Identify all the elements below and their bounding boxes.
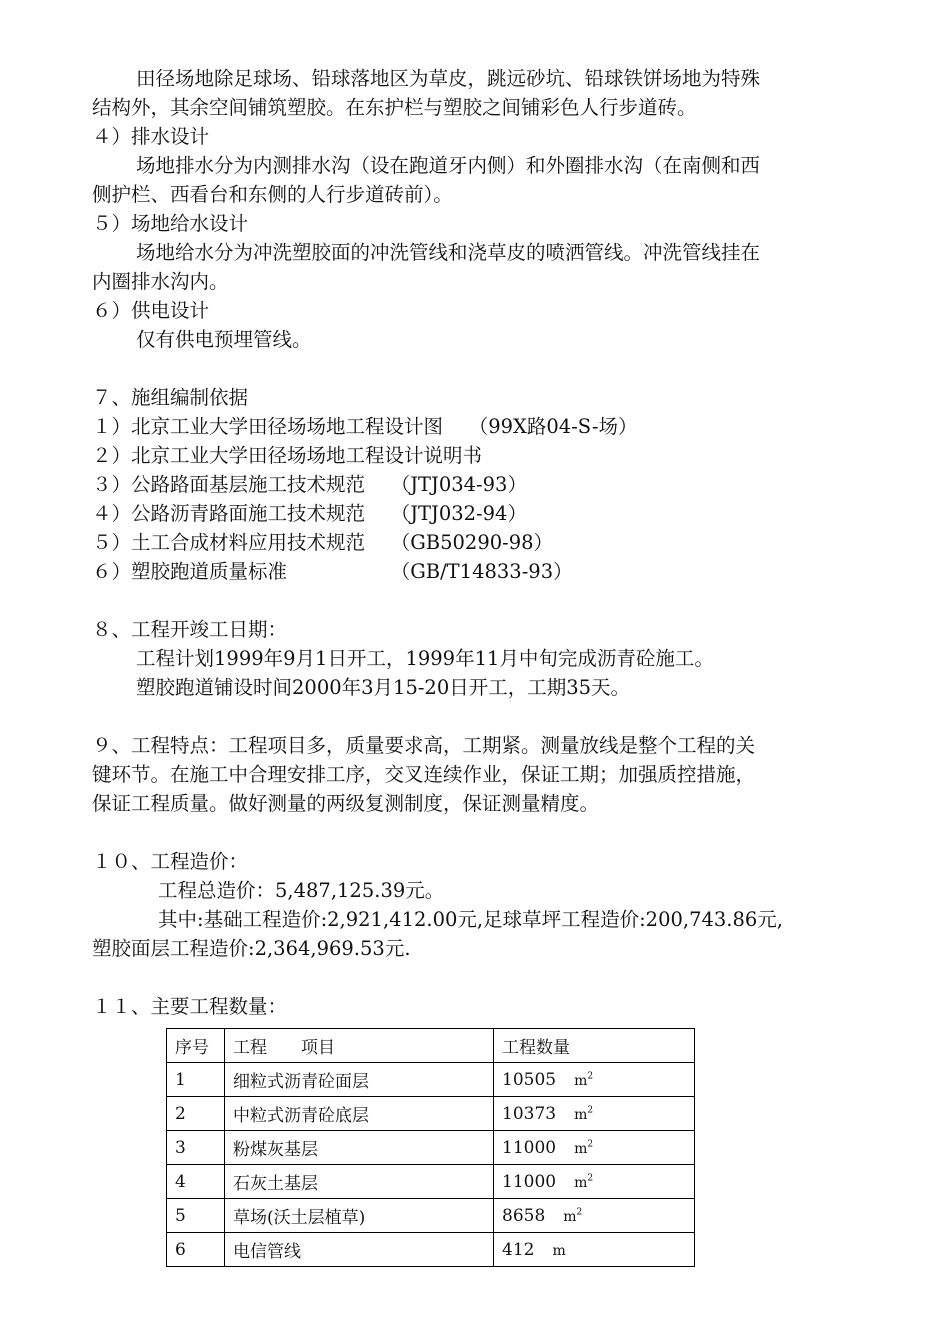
row-quantity bbox=[494, 1165, 695, 1199]
unit-exponent: 2 bbox=[587, 1070, 594, 1081]
paragraph-line: 场地给水分为冲洗塑胶面的冲洗管线和浇草皮的喷洒管线。冲洗管线挂在 bbox=[136, 241, 761, 264]
table-row bbox=[167, 1199, 695, 1233]
paragraph-line: 工程总造价：5,487,125.39元。 bbox=[158, 879, 445, 902]
row-quantity bbox=[494, 1233, 695, 1267]
row-item: 细粒式沥青砼面层 bbox=[225, 1063, 494, 1097]
row-number: 4 bbox=[167, 1165, 225, 1199]
quantity-unit: m bbox=[552, 1242, 566, 1259]
quantity-value: 11000 bbox=[502, 1171, 557, 1192]
row-quantity bbox=[494, 1199, 695, 1233]
paragraph-line: 其中:基础工程造价:2,921,412.00元,足球草坪工程造价:200,743.86元, bbox=[158, 908, 784, 931]
row-number: 2 bbox=[167, 1097, 225, 1131]
paragraph-line: 结构外，其余空间铺筑塑胶。在东护栏与塑胶之间铺彩色人行步道砖。 bbox=[92, 96, 697, 119]
paragraph-line: 场地排水分为内测排水沟（设在跑道牙内侧）和外圈排水沟（在南侧和西 bbox=[136, 154, 761, 177]
quantity-value: 10505 bbox=[502, 1069, 557, 1090]
table-row bbox=[167, 1097, 695, 1131]
paragraph-line: 侧护栏、西看台和东侧的人行步道砖前）。 bbox=[92, 183, 453, 206]
paragraph-line: 键环节。在施工中合理安排工序，交叉连续作业，保证工期；加强质控措施， bbox=[92, 763, 756, 786]
paragraph-line: 保证工程质量。做好测量的两级复测制度，保证测量精度。 bbox=[92, 792, 600, 815]
paragraph-line: 工程计划1999年9月1日开工，1999年11月中旬完成沥青砼施工。 bbox=[136, 647, 714, 670]
row-item: 草场(沃土层植草) bbox=[225, 1199, 494, 1233]
quantity-unit: m bbox=[574, 1174, 588, 1191]
reference-item: ３）公路路面基层施工技术规范 （JTJ034-93） bbox=[92, 473, 527, 496]
quantity-table bbox=[166, 1028, 695, 1267]
quantity-unit: m bbox=[574, 1072, 588, 1089]
quantity-unit: m bbox=[574, 1106, 588, 1123]
row-item: 石灰土基层 bbox=[225, 1165, 494, 1199]
paragraph-line: ９、工程特点：工程项目多，质量要求高，工期紧。测量放线是整个工程的关 bbox=[92, 734, 756, 757]
paragraph-line: 塑胶跑道铺设时间2000年3月15-20日开工，工期35天。 bbox=[136, 676, 631, 699]
section-heading: ７、施组编制依据 bbox=[92, 386, 249, 409]
unit-exponent: 2 bbox=[587, 1138, 594, 1149]
section-heading: １０、工程造价： bbox=[92, 850, 249, 873]
row-quantity bbox=[494, 1063, 695, 1097]
header-cell: 序号 bbox=[167, 1029, 225, 1063]
row-item: 中粒式沥青砼底层 bbox=[225, 1097, 494, 1131]
table-row bbox=[167, 1131, 695, 1165]
reference-item: １）北京工业大学田径场场地工程设计图 （99X路04-S-场） bbox=[92, 415, 638, 438]
unit-exponent: 2 bbox=[587, 1104, 594, 1115]
quantity-value: 10373 bbox=[502, 1103, 557, 1124]
row-number: 3 bbox=[167, 1131, 225, 1165]
row-item: 粉煤灰基层 bbox=[225, 1131, 494, 1165]
section-heading: ８、工程开竣工日期： bbox=[92, 618, 288, 641]
table-header-row bbox=[167, 1029, 695, 1063]
quantity-value: 11000 bbox=[502, 1137, 557, 1158]
table-row bbox=[167, 1063, 695, 1097]
row-number: 6 bbox=[167, 1233, 225, 1267]
quantity-unit: m bbox=[563, 1208, 577, 1225]
quantity-value: 412 bbox=[502, 1239, 535, 1260]
reference-item: ５）土工合成材料应用技术规范 （GB50290-98） bbox=[92, 531, 554, 554]
row-item: 电信管线 bbox=[225, 1233, 494, 1267]
row-quantity bbox=[494, 1131, 695, 1165]
section-heading: １１、主要工程数量： bbox=[92, 995, 288, 1018]
unit-exponent: 2 bbox=[576, 1206, 583, 1217]
section-heading: ６）供电设计 bbox=[92, 299, 210, 322]
reference-item: ２）北京工业大学田径场场地工程设计说明书 bbox=[92, 444, 483, 467]
table-row bbox=[167, 1233, 695, 1267]
table-row bbox=[167, 1165, 695, 1199]
paragraph-line: 田径场地除足球场、铅球落地区为草皮，跳远砂坑、铅球铁饼场地为特殊 bbox=[136, 67, 761, 90]
quantity-unit: m bbox=[574, 1140, 588, 1157]
row-quantity bbox=[494, 1097, 695, 1131]
paragraph-line: 仅有供电预埋管线。 bbox=[136, 328, 312, 351]
reference-item: ４）公路沥青路面施工技术规范 （JTJ032-94） bbox=[92, 502, 527, 525]
reference-item: ６）塑胶跑道质量标准 （GB/T14833-93） bbox=[92, 560, 573, 583]
header-cell: 工程 项目 bbox=[225, 1029, 494, 1063]
quantity-value: 8658 bbox=[502, 1205, 546, 1226]
row-number: 5 bbox=[167, 1199, 225, 1233]
section-heading: ５）场地给水设计 bbox=[92, 212, 249, 235]
header-cell: 工程数量 bbox=[494, 1029, 695, 1063]
paragraph-line: 塑胶面层工程造价:2,364,969.53元. bbox=[92, 937, 411, 960]
section-heading: ４）排水设计 bbox=[92, 125, 210, 148]
row-number: 1 bbox=[167, 1063, 225, 1097]
unit-exponent: 2 bbox=[587, 1172, 594, 1183]
paragraph-line: 内圈排水沟内。 bbox=[92, 270, 229, 293]
